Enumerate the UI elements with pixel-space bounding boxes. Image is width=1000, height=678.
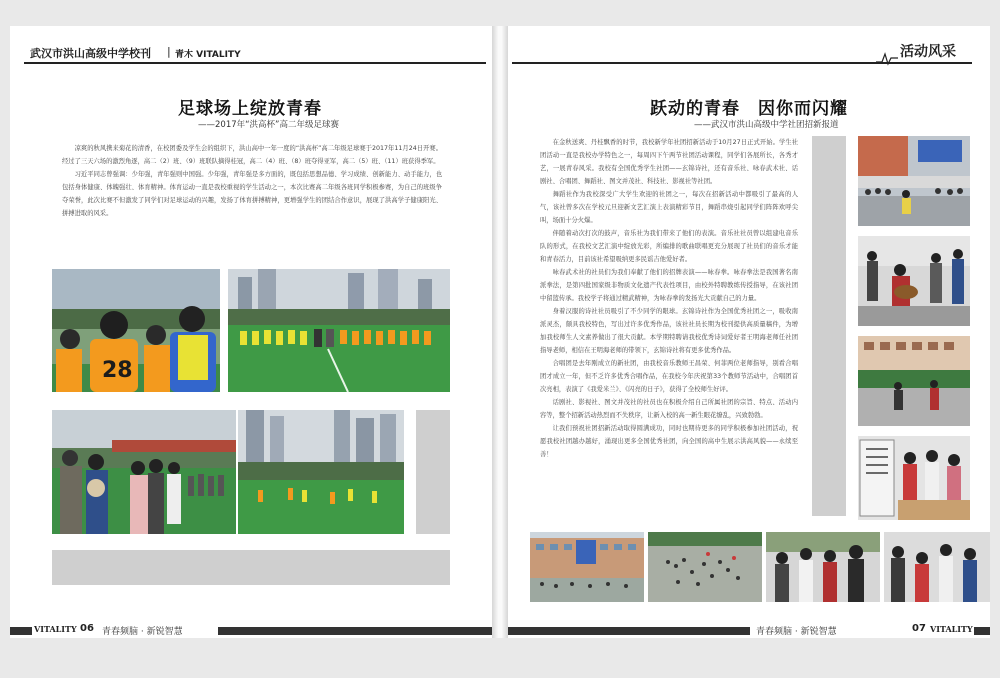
paragraph: 身着汉服的诗社社员吸引了不少同学的眼球。玄锦诗社作为全国优秀社团之一，吸收南派灵杰，颇具我校特色，写出过许多优秀作品，该社社员长期为校刊提供高质量稿件，为增加我校师生人文素养做出了很大贡献。本学期特聘请我校优秀诗词爱好者王明海老师任社团指导老师，相信在王明海老师的带领下，玄锦诗社将有更多优秀作品。 <box>540 308 798 354</box>
paragraph: 咏春武术社的社员们为我们奉献了他们的招牌表演——咏春拳。咏春拳法是我国著名南派拳法，是第四批国家级非物质文化遗产代表性项目，由校外特聘教练传授指导，在该社团中留篮传承。我校学子将通过精武精神，为咏春拳的发扬光大贡献自己的力量。 <box>540 269 798 302</box>
right-article-title: 跃动的青春 因你而闪耀 <box>650 99 848 119</box>
footer-motto: 青春频脑 · 新锐智慧 <box>102 627 183 637</box>
left-page <box>10 26 492 638</box>
paragraph: 舞蹈社作为我校深受广大学生欢迎的社团之一，每次在招新活动中都吸引了最高的人气，该社曾多次在学校元旦迎新文艺汇演上表演精彩节目，舞蹈串烧引起同学们阵阵欢呼尖叫，场面十分火爆。 <box>540 191 798 224</box>
header-rule <box>24 62 486 64</box>
photo-teachers-students <box>52 410 236 534</box>
footer-bar <box>508 627 750 635</box>
left-article-title: 足球场上绽放青春 <box>178 99 322 119</box>
page-number: 07 <box>912 623 926 634</box>
photo-football-players <box>52 269 220 392</box>
magazine-title: 武汉市洪山高级中学校刊 <box>30 47 151 60</box>
footer-bar <box>974 627 990 635</box>
footer-bar <box>10 627 32 635</box>
paragraph: 伴随着动次打次的鼓声，音乐社为我们带来了他们的表演。音乐社社员曾以组建电音乐队的形式，在我校文艺汇演中绽放光彩，所编排的歌曲联唱更充分展现了社员们的音乐才能和青春活力，目前该社希望吸纳更多民谣吉他爱好者。 <box>540 230 798 263</box>
footer-bar <box>218 627 492 635</box>
paragraph: 让我们预祝社团招新活动取得圆满成功，同时也期待更多的同学积极参加社团活动，祝愿我校社团越办越好，涌现出更多全国优秀社团，向全国的高中生展示洪高风貌——永续至善！ <box>540 425 798 458</box>
photo-school-building <box>530 532 644 602</box>
wave-icon <box>876 52 898 66</box>
left-article-body <box>62 142 442 220</box>
section-name: 青木 VITALITY <box>175 50 241 60</box>
section-title: 活动风采 <box>900 44 956 60</box>
gray-column-block <box>812 136 846 516</box>
paragraph: 习近平同志曾强调：少年强，青年强则中国强。少年强，青年强是多方面的，既包括思想品德、学习成绩、创新能力、动手能力，也包括身体健康、体魄强壮、体育精神。体育运动一直是我校重视的学生活动之一，本次比赛高二年级各班同学积极参赛，为自己的班级争夺荣誉，此次比赛不但激发了同学们对足球运动的兴趣，发扬了体育拼搏精神，更增强学生的团结合作意识，展现了洪高学子健康阳光、拼搏进取的风采。 <box>62 171 442 217</box>
footer-brand: VITALITY <box>930 624 973 634</box>
header-divider: | <box>167 45 171 58</box>
photo-club-signup <box>884 532 990 602</box>
photo-football-match <box>238 410 404 534</box>
photo-team-lineup <box>228 269 450 392</box>
right-article-body <box>540 136 798 461</box>
paragraph: 在金秋送爽、丹桂飘香的时节，我校新学年社团招新活动于10月27日正式开始。学生社团活动一直是我校办学特色之一，每周四下午两节社团活动课程，同学们各展所长，各秀才艺，一展青春风采。我校有全国优秀学生社团——玄锦诗社，还有音乐社、咏春武术社、话剧社、合唱团、舞蹈社、图文并茂社、科技社、影视社等社团。 <box>540 139 798 185</box>
left-article-subtitle: ——2017年“洪高杯”高二年级足球赛 <box>198 120 339 130</box>
book-spine <box>492 26 508 638</box>
paragraph: 话剧社、影视社、图文并茂社的社员也在积极介绍自己所属社团的宗旨、特点、活动内容等，整个招新活动热烈而不失秩序，让新入校的高一新生眼花缭乱，兴致勃勃。 <box>540 399 798 419</box>
gray-caption-bar <box>52 550 450 585</box>
svg-text:28: 28 <box>102 358 133 383</box>
photo-aerial-crowd <box>648 532 762 602</box>
photo-students-gathering <box>766 532 880 602</box>
footer-motto: 青春频脑 · 新锐智慧 <box>756 627 837 637</box>
page-number: 06 <box>80 623 94 634</box>
photo-music-club <box>858 236 970 326</box>
paragraph: 合唱团是去年刚成立的新社团，由我校音乐教师王昌荣、何菲两位老师指导，别看合唱团才成立一年，但不乏许多优秀合唱作品，在我校今年庆祝第33个教师节活动中，合唱团首次亮相，表演了《我爱米兰》、《闪亮的日子》，获得了全校师生好评。 <box>540 360 798 393</box>
paragraph: 凉爽的秋风携来菊花的清香，在校团委及学生会的组织下，洪山高中一年一度的“洪高杯”高二年级足球赛于2017年11月24日开赛。经过了三天六场的激烈角逐，高二（2）班、（9）班联队摘得桂冠，高二（4）班、（8）班夺得亚军，高二（5）班、（11）班获得季军。 <box>62 145 442 165</box>
footer-brand: VITALITY <box>34 624 77 634</box>
photo-wing-chun-club <box>858 336 970 426</box>
right-page <box>508 26 990 638</box>
gray-placeholder-block <box>416 410 450 534</box>
header-rule <box>512 62 972 64</box>
photo-poetry-club <box>858 436 970 520</box>
right-article-subtitle: ——武汉市洪山高级中学社团招新报道 <box>694 120 839 130</box>
photo-club-stage <box>858 136 970 226</box>
